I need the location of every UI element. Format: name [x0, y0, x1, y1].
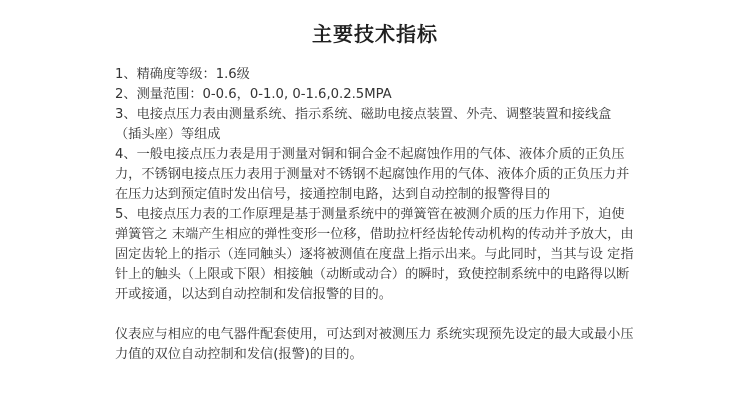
- usage-note: 仪表应与相应的电气器件配套使用，可达到对被测压力 系统实现预先设定的最大或最小压力值的双位自动控制和发信(报警)的目的。: [115, 327, 634, 362]
- spec-item-5: 5、电接点压力表的工作原理是基于测量系统中的弹簧管在被测介质的压力作用下，迫使弹簧管之 末端产生相应的弹性变形一位移，借助拉杆经齿轮传动机构的传动并予放大，由固定齿轮上的指示（连同触头）逐将被测值在度盘上指示出来。与此同时，当其与设 定指针上的触头（上限或下限）相接触（动断或动合）的瞬时，致使控制系统中的电路得以断开或接通，以达到自动控制和发信报警的目的。: [115, 207, 634, 302]
- page-title: 主要技术指标: [312, 22, 438, 46]
- paragraph-spacer: [115, 305, 635, 325]
- spec-item-1: 1、精确度等级：1.6级: [115, 67, 250, 82]
- spec-item-4: 4、一般电接点压力表是用于测量对铜和铜合金不起腐蚀作用的气体、液体介质的正负压力，不锈钢电接点压力表用于测量对不锈钢不起腐蚀作用的气体、液体介质的正负压力并在压力达到预定值时发出信号，接通控制电路，达到自动控制的报警得目的: [115, 147, 630, 202]
- spec-item-3: 3、电接点压力表由测量系统、指示系统、磁助电接点装置、外壳、调整装置和接线盒（插头座）等组成: [115, 107, 612, 142]
- spec-content: [115, 65, 635, 365]
- spec-item-2: 2、测量范围：0-0.6，0-1.0, 0-1.6,0.2.5MPA: [115, 87, 392, 102]
